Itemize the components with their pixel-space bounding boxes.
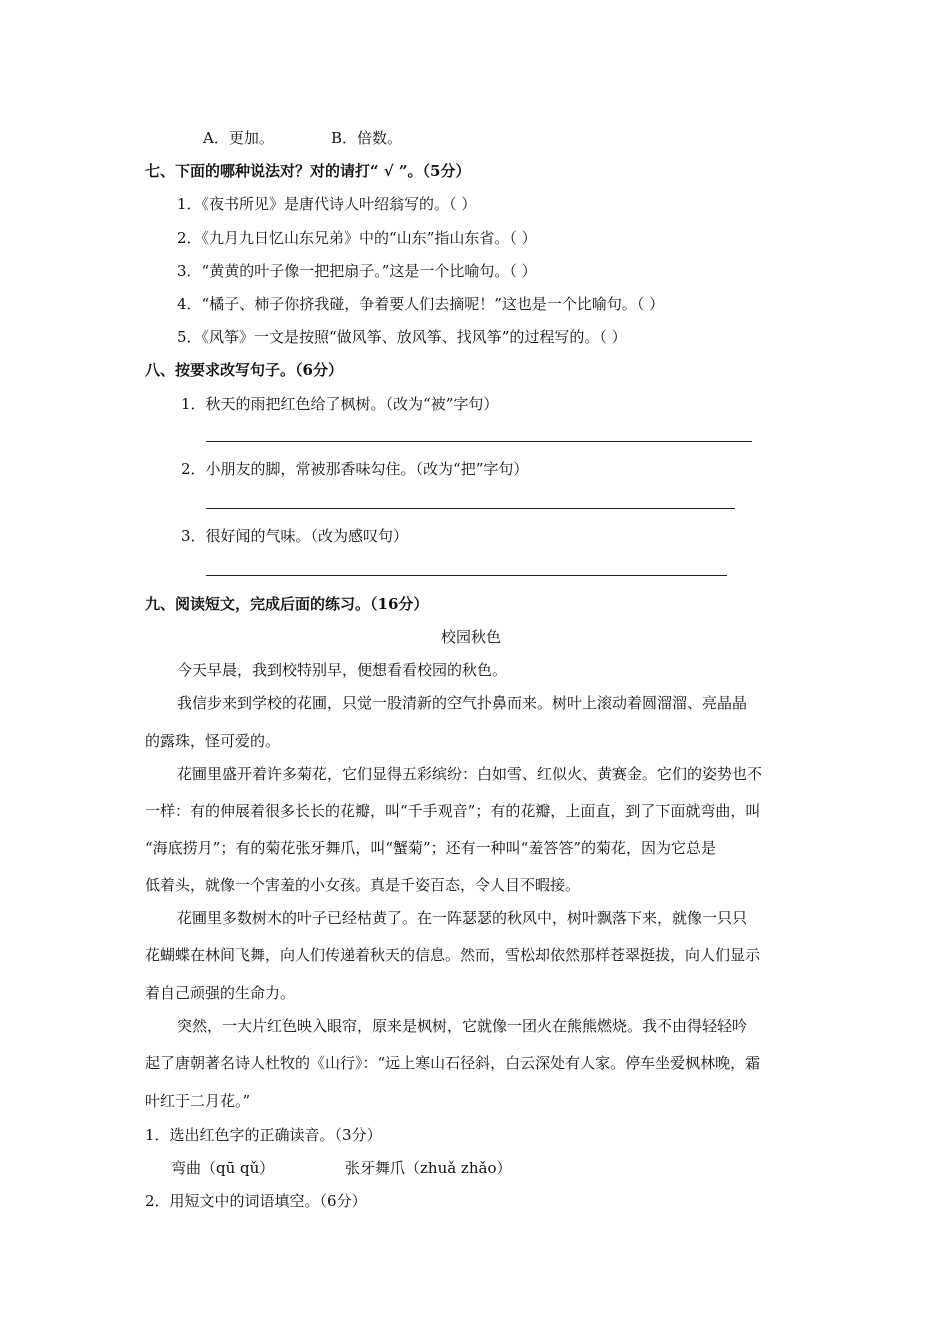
option-a: A．更加。 <box>203 129 274 147</box>
answer-line-3[interactable] <box>206 575 727 576</box>
question-2: 2．用短文中的词语填空。（6分） <box>145 1192 367 1210</box>
section8-title: 八、按要求改写句子。（6分） <box>145 361 343 379</box>
passage-line: 低着头，就像一个害羞的小女孩。真是千姿百态，令人目不暇接。 <box>145 876 581 894</box>
section8-item-2: 2．小朋友的脚，常被那香味勾住。（改为“把”字句） <box>181 460 529 478</box>
section9-title: 九、阅读短文，完成后面的练习。（16分） <box>145 595 429 613</box>
section7-item-1: 1．《夜书所见》是唐代诗人叶绍翁写的。（ ） <box>177 195 477 213</box>
passage-line: “海底捞月”；有的菊花张牙舞爪，叫“蟹菊”；还有一种叫“羞答答”的菊花，因为它总是 <box>145 839 717 857</box>
passage-line: 花圃里多数树木的叶子已经枯黄了。在一阵瑟瑟的秋风中，树叶飘落下来，就像一只只 <box>177 909 748 927</box>
question-1-option-a: 弯曲（qū qǔ） <box>171 1159 275 1177</box>
passage-line: 花蝴蝶在林间飞舞，向人们传递着秋天的信息。然而，雪松却依然那样苍翠挺拔，向人们显示 <box>145 946 761 964</box>
passage-line: 花圃里盛开着许多菊花，它们显得五彩缤纷：白如雪、红似火、黄赛金。它们的姿势也不 <box>177 765 763 783</box>
passage-line: 突然，一大片红色映入眼帘，原来是枫树，它就像一团火在熊熊燃烧。我不由得轻轻吟 <box>177 1017 748 1035</box>
option-b: B．倍数。 <box>331 129 403 147</box>
answer-line-2[interactable] <box>206 508 735 509</box>
section7-title: 七、下面的哪种说法对？对的请打“ √ ”。（5分） <box>145 162 471 180</box>
passage-line: 一样：有的伸展着很多长长的花瓣，叫“千手观音”；有的花瓣，上面直，到了下面就弯曲，叫 <box>145 802 761 820</box>
answer-line-1[interactable] <box>206 441 752 442</box>
question-1: 1．选出红色字的正确读音。（3分） <box>145 1126 382 1144</box>
passage-line: 叶红于二月花。” <box>145 1092 251 1110</box>
passage-line: 我信步来到学校的花圃，只觉一股清新的空气扑鼻而来。树叶上滚动着圆溜溜、亮晶晶 <box>177 694 748 712</box>
passage-line: 的露珠，怪可爱的。 <box>145 732 281 750</box>
passage-line: 今天早晨，我到校特别早，便想看看校园的秋色。 <box>177 661 508 679</box>
section7-item-3: 3．“黄黄的叶子像一把把扇子。”这是一个比喻句。（ ） <box>177 262 537 280</box>
passage-line: 着自己顽强的生命力。 <box>145 984 296 1002</box>
section8-item-1: 1．秋天的雨把红色给了枫树。（改为“被”字句） <box>181 395 499 413</box>
question-1-option-b: 张牙舞爪（zhuǎ zhǎo） <box>345 1159 512 1177</box>
section7-item-4: 4．“橘子、柿子你挤我碰，争着要人们去摘呢！”这也是一个比喻句。（ ） <box>177 295 665 313</box>
passage-line: 起了唐朝著名诗人杜牧的《山行》：“远上寒山石径斜，白云深处有人家。停车坐爱枫林晚，霜 <box>145 1054 761 1072</box>
passage-title: 校园秋色 <box>441 628 502 646</box>
section7-item-5: 5．《风筝》一文是按照“做风筝、放风筝、找风筝”的过程写的。（ ） <box>177 328 627 346</box>
section8-item-3: 3．很好闻的气味。（改为感叹句） <box>181 527 409 545</box>
section7-item-2: 2．《九月九日忆山东兄弟》中的“山东”指山东省。（ ） <box>177 229 537 247</box>
